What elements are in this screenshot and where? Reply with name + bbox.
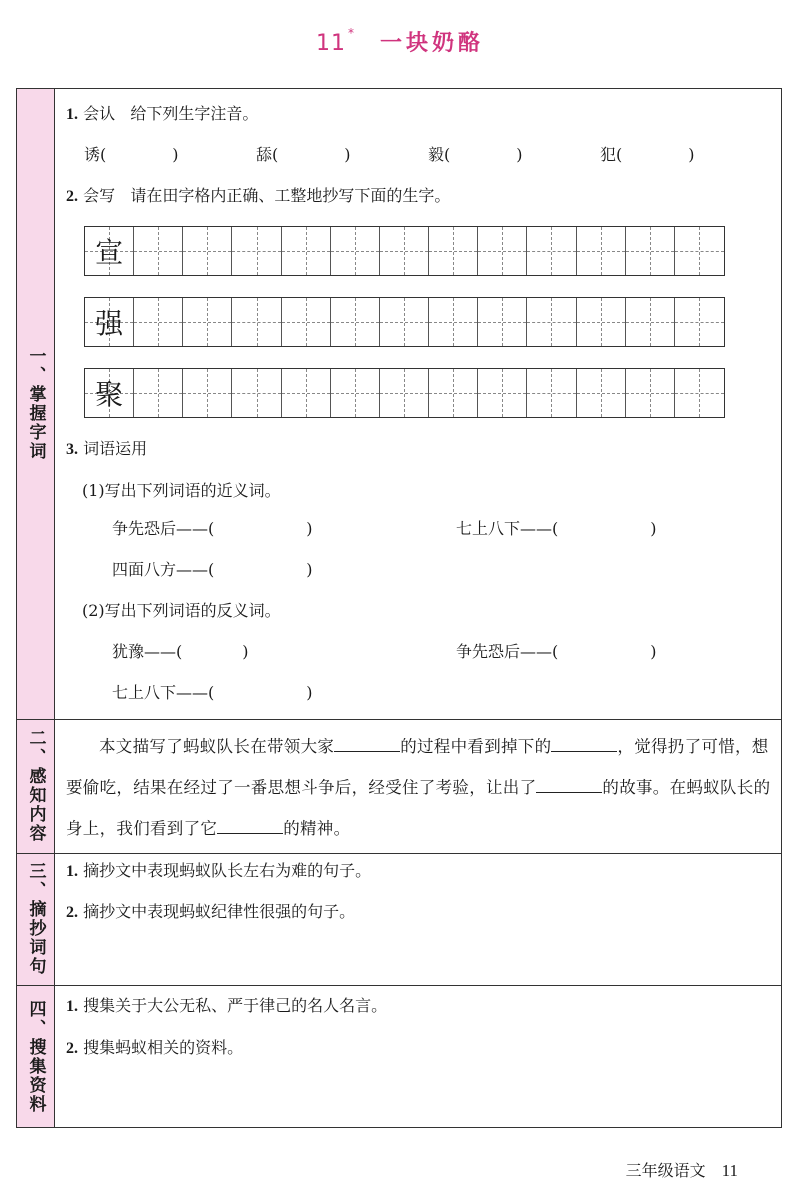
- page-footer: [626, 1158, 738, 1181]
- section-label-1: 一、掌握字词: [25, 347, 46, 461]
- antonym-item[interactable]: 七上八下——( ): [112, 683, 313, 702]
- question-3: 3. 词语运用: [66, 439, 148, 458]
- summary-paragraph: 本文描写了蚂蚁队长在带领大家 的过程中看到掉下的 ，觉得扔了可惜，想要偷吃，结果在经过了一番思想斗争后，经受住了考验，让出了 的故事。在蚂蚁队长的身上，我们看到了它 的精神。: [66, 737, 771, 838]
- grid-cell[interactable]: [577, 227, 626, 275]
- grid-cell[interactable]: [380, 369, 429, 417]
- lesson-header: [0, 26, 800, 57]
- divider-1: [17, 719, 781, 720]
- grid-cell: [85, 227, 134, 275]
- grid-cell[interactable]: [380, 298, 429, 346]
- grid-cell[interactable]: [331, 298, 380, 346]
- book-name: 三年级语文: [625, 1161, 706, 1180]
- grid-cell[interactable]: [134, 298, 183, 346]
- grid-cell[interactable]: [626, 369, 675, 417]
- writing-grid-row[interactable]: [84, 226, 725, 276]
- grid-cell[interactable]: [626, 298, 675, 346]
- grid-cell[interactable]: [232, 298, 281, 346]
- writing-grid-row[interactable]: [84, 368, 725, 418]
- grid-cell[interactable]: [134, 227, 183, 275]
- grid-cell[interactable]: [282, 298, 331, 346]
- section-label-4: 四、搜集资料: [25, 1000, 46, 1114]
- grid-cell[interactable]: [478, 298, 527, 346]
- synonym-item[interactable]: 七上八下——( ): [456, 519, 657, 538]
- excerpt-question-1: 1. 摘抄文中表现蚂蚁队长左右为难的句子。: [66, 861, 372, 880]
- writing-grid-row[interactable]: [84, 297, 725, 347]
- fill-blank[interactable]: [536, 778, 602, 793]
- divider-2: [17, 853, 781, 854]
- excerpt-question-2: 2. 摘抄文中表现蚂蚁纪律性很强的句子。: [66, 902, 356, 921]
- model-character: 聚: [95, 378, 124, 411]
- optional-mark: *: [347, 26, 354, 40]
- collect-question-1: 1. 搜集关于大公无私、严于律己的名人名言。: [66, 996, 388, 1015]
- grid-cell[interactable]: [134, 369, 183, 417]
- grid-cell[interactable]: [478, 227, 527, 275]
- grid-cell[interactable]: [527, 298, 576, 346]
- section-label-2: 二、感知内容: [25, 729, 46, 843]
- model-character: 宣: [95, 236, 124, 269]
- fill-blank[interactable]: [334, 737, 400, 752]
- grid-cell[interactable]: [478, 369, 527, 417]
- grid-cell[interactable]: [282, 369, 331, 417]
- grid-cell[interactable]: [429, 369, 478, 417]
- grid-cell[interactable]: [429, 298, 478, 346]
- grid-cell[interactable]: [429, 227, 478, 275]
- synonym-item[interactable]: 争先恐后——( ): [112, 519, 313, 538]
- question-2: 2. 会写 请在田字格内正确、工整地抄写下面的生字。: [66, 186, 451, 205]
- lesson-number: 11: [315, 31, 346, 56]
- pinyin-item[interactable]: 舔( ): [256, 145, 351, 164]
- grid-cell[interactable]: [282, 227, 331, 275]
- grid-cell[interactable]: [183, 227, 232, 275]
- grid-cell[interactable]: [331, 227, 380, 275]
- synonym-item[interactable]: 四面八方——( ): [112, 560, 313, 579]
- page-number: 11: [721, 1161, 738, 1180]
- section-label-3: 三、摘抄词句: [25, 862, 46, 976]
- grid-cell[interactable]: [380, 227, 429, 275]
- grid-cell[interactable]: [232, 369, 281, 417]
- question-1: 1. 会认 给下列生字注音。: [66, 104, 259, 123]
- sub-question-synonyms: (1)写出下列词语的近义词。: [82, 481, 281, 500]
- grid-cell: [85, 298, 134, 346]
- divider-3: [17, 985, 781, 986]
- fill-blank[interactable]: [551, 737, 617, 752]
- pinyin-item[interactable]: 毅( ): [428, 145, 523, 164]
- grid-cell[interactable]: [626, 227, 675, 275]
- grid-cell[interactable]: [183, 298, 232, 346]
- antonym-item[interactable]: 犹豫——( ): [112, 642, 249, 661]
- grid-cell[interactable]: [527, 369, 576, 417]
- sub-question-antonyms: (2)写出下列词语的反义词。: [82, 601, 281, 620]
- grid-cell[interactable]: [527, 227, 576, 275]
- grid-cell[interactable]: [331, 369, 380, 417]
- grid-cell[interactable]: [183, 369, 232, 417]
- grid-cell[interactable]: [577, 298, 626, 346]
- collect-question-2: 2. 搜集蚂蚁相关的资料。: [66, 1038, 244, 1057]
- antonym-item[interactable]: 争先恐后——( ): [456, 642, 657, 661]
- grid-cell: [85, 369, 134, 417]
- pinyin-item[interactable]: 诱( ): [84, 145, 179, 164]
- grid-cell[interactable]: [232, 227, 281, 275]
- grid-cell[interactable]: [577, 369, 626, 417]
- grid-cell[interactable]: [675, 227, 724, 275]
- model-character: 强: [95, 307, 124, 340]
- fill-blank[interactable]: [217, 819, 283, 834]
- grid-cell[interactable]: [675, 369, 724, 417]
- grid-cell[interactable]: [675, 298, 724, 346]
- lesson-title: 一块奶酪: [379, 31, 484, 56]
- pinyin-item[interactable]: 犯( ): [600, 145, 695, 164]
